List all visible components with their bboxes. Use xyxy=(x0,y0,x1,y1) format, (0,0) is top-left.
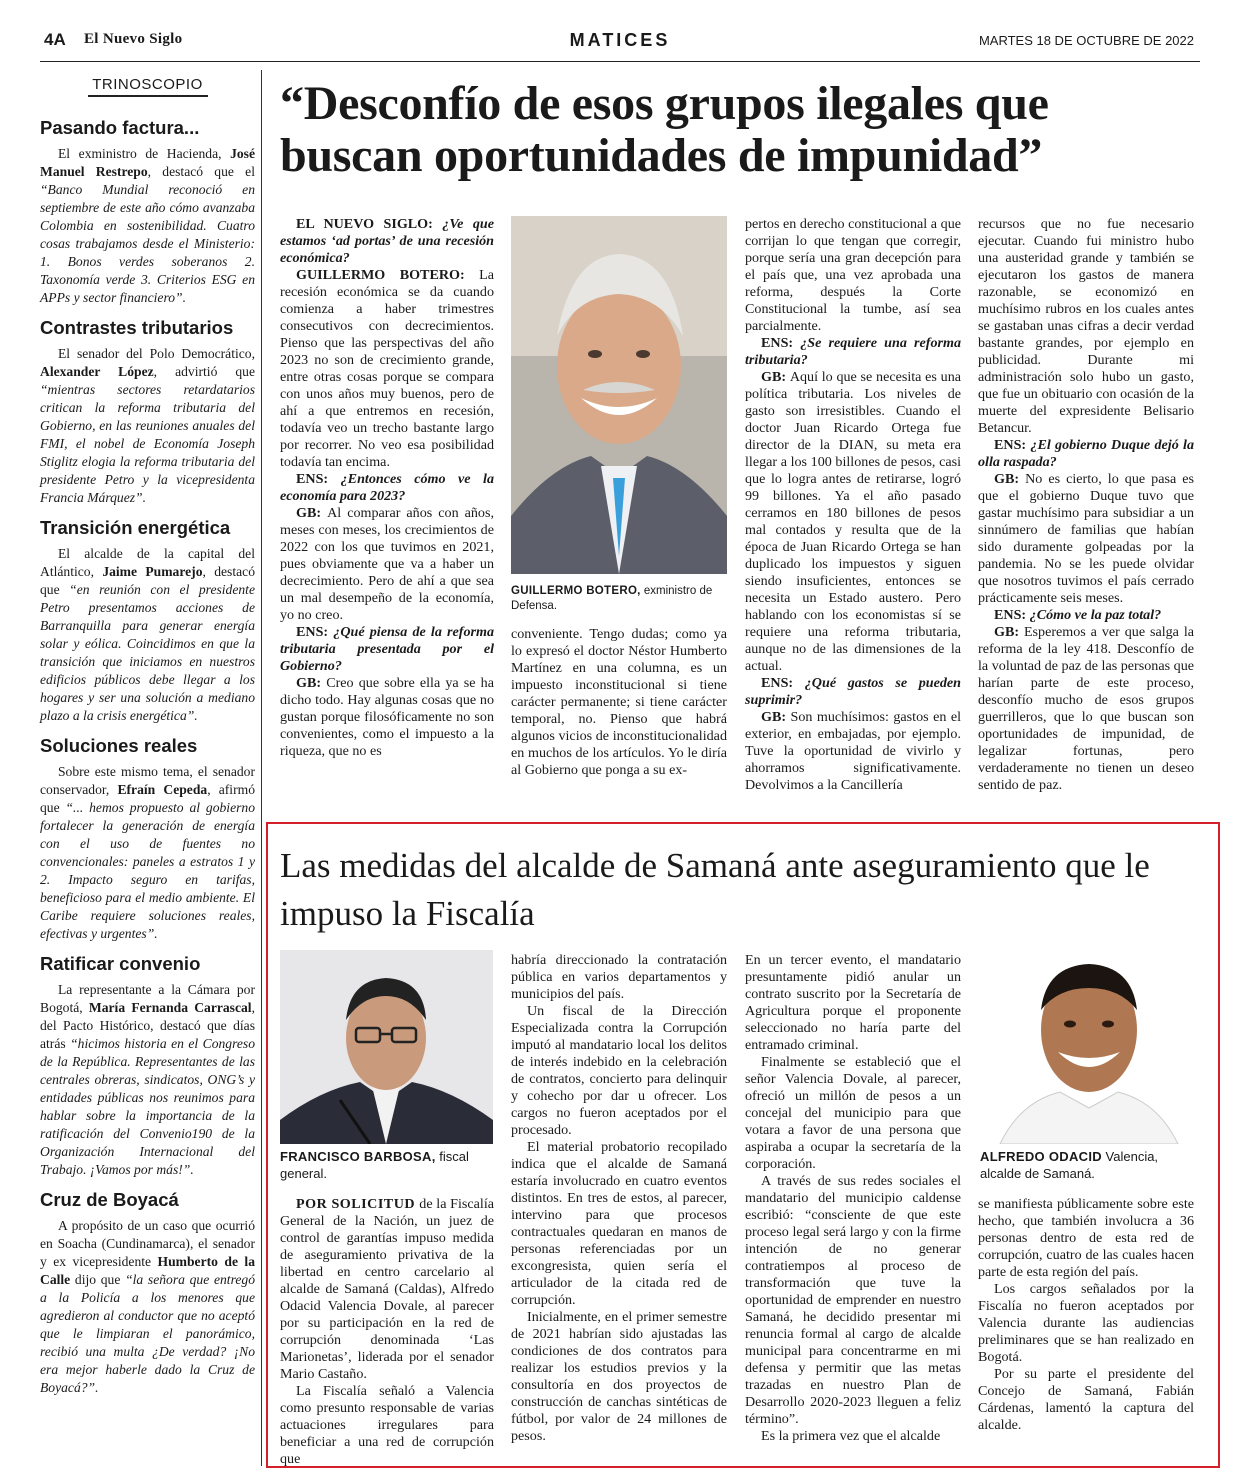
sidebar-quote: “hicimos historia en el Congreso de la República. Representantes de las centrales obreras, sindicatos, ONG’s y entidades públicas nos reunimos para hablar sobre la importancia de la ratificación del Convenio190 de la Organización Internacional del Trabajo. ¡Vamos por más!”. xyxy=(40,1036,256,1177)
speaker-label: ENS: xyxy=(296,471,341,487)
speaker-label: GB: xyxy=(296,675,327,691)
question-text: ¿Cómo ve la paz total? xyxy=(1029,607,1162,623)
sidebar-mid: , advirtió que xyxy=(153,364,255,379)
article-paragraph xyxy=(511,626,727,779)
article-paragraph xyxy=(978,624,1194,794)
sidebar-quote: “en reunión con el presidente Petro presentamos acciones de Barranquilla para generar energía solar y eólica. Coincidimos en que la transición que iniciamos en nuestros edificios públicos debe llegar a los hogares y ser una solución a mediano plazo a la crisis energética”. xyxy=(40,582,255,723)
sidebar-paragraph xyxy=(40,545,255,725)
sidebar-lead: La representante a la Cámara por Bogotá, xyxy=(40,982,255,1015)
speaker-label: GB: xyxy=(994,624,1024,640)
caption-name: GUILLERMO BOTERO, xyxy=(511,585,641,597)
caption-role: fiscal general. xyxy=(280,1149,469,1181)
speaker-label: GB: xyxy=(761,369,790,385)
issue-date: MARTES 18 DE OCTUBRE DE 2022 xyxy=(978,33,1194,48)
sidebar-title: TRINOSCOPIO xyxy=(88,70,208,97)
question-text: ¿Qué piensa de la reforma tributaria presentada por el Gobierno? xyxy=(280,624,494,674)
article-paragraph xyxy=(978,1196,1194,1281)
question-text: ¿Se requiere una reforma tributaria? xyxy=(745,335,962,368)
sidebar-paragraph xyxy=(40,1217,255,1397)
paragraph-text: habría direccionado la contratación pública en varios departamentos y municipios del país. xyxy=(511,952,727,1002)
article-paragraph xyxy=(511,952,727,1003)
speaker-label: GB: xyxy=(761,709,791,725)
sidebar-quote: “la señora que entregó a la Policía a los menores que agredieron al conductor que no aceptó que le limpiaran el panorámico, recibió una multa ¿De verdad? ¡No era mejor haberle dado la Cruz de Boyacá?”. xyxy=(40,1272,255,1395)
article-paragraph xyxy=(280,675,494,760)
article-paragraph xyxy=(511,1309,727,1445)
interview-question xyxy=(280,624,494,675)
article-paragraph xyxy=(511,1003,727,1139)
botero-photo xyxy=(511,216,727,574)
question-text: ¿El gobierno Duque dejó la olla raspada? xyxy=(978,437,1194,470)
article-paragraph xyxy=(978,1281,1194,1366)
paragraph-text: Un fiscal de la Dirección Especializada contra la Corrupción imputó al mandatario local los delitos de interés indebido en la celebración de contratos, concierto para delinquir y cohecho por dar u ofrecer. Los cargos no fueron aceptados por el procesado. xyxy=(511,1003,727,1138)
article-paragraph xyxy=(280,1383,494,1468)
paragraph-text: La Fiscalía señaló a Valencia como presunto responsable de varias actuaciones irregulares para beneficiar a una red de corrupción que xyxy=(280,1383,494,1467)
article2-column-2 xyxy=(511,952,727,1445)
trinoscopio-sidebar xyxy=(40,70,262,1466)
speaker-label: ENS: xyxy=(994,607,1030,623)
masthead xyxy=(40,28,1200,62)
interview-question xyxy=(745,675,961,709)
sidebar-lead: El alcalde de la capital del Atlántico, xyxy=(40,546,255,579)
sidebar-person-name: Efraín Cepeda xyxy=(117,782,208,797)
speaker-label: POR SOLICITUD xyxy=(296,1196,420,1212)
article-paragraph xyxy=(745,1173,961,1428)
interview-question xyxy=(978,607,1194,624)
article1-column-3 xyxy=(745,216,961,794)
speaker-label: ENS: xyxy=(296,624,334,640)
paragraph-text: A través de sus redes sociales el mandatario del municipio caldense escribió: “consciente de que este proceso legal será largo y con la firme intención de no generar contratiempos al proceso de transformación que tuve la oportunidad de emprender en nuestro Samaná, he decidido presentar mi renuncia formal al cargo de alcalde municipal para concentrarme en mi defensa y permitir que las metas trazadas en nuestro Plan de Desarrollo 2020-2023 lleguen a feliz término”. xyxy=(745,1173,961,1427)
paragraph-text: conveniente. Tengo dudas; como ya lo expresó el doctor Néstor Humberto Martínez en una columna, es un impuesto inconstitucional si tiene carácter permanente; si tiene carácter temporal, no. Pienso que habrá algunos vicios de inconstitucionalidad en muchos de los artículos. Yo le diría al Gobierno que ponga a su ex- xyxy=(511,626,727,778)
speaker-label: ENS: xyxy=(761,675,805,691)
article-paragraph xyxy=(978,471,1194,607)
paragraph-text: se manifiesta públicamente sobre este hecho, que también involucra a 36 personas dentro de esta red de corrupción, cuatro de las cuales hacen parte de esta región del país. xyxy=(978,1196,1194,1280)
sidebar-person-name: Jaime Pumarejo xyxy=(102,564,203,579)
paragraph-text: recursos que no fue necesario ejecutar. Cuando fui ministro hubo una austeridad grande y también se ejecutaron los gastos de manera razonable, se economizó en muchísimo rubros en los cuales antes se gastaban unas cifras a decir verdad bastante grandes, por ejemplo en publicidad. Durante mi administración solo hubo un gasto, que fue un obituario con ocasión de la muerte del expresidente Belisario Betancur. xyxy=(978,216,1194,436)
paragraph-text: La recesión económica se da cuando comienza a haber trimestres consecutivos con decrecimientos. Pienso que las perspectivas del año 2023 no son de crecimiento grande, entre otras cosas porque se compara con unos años muy buenos, pero de ahí a que entremos en recesión, todavía veo un trecho bastante largo por recorrer. No veo esa posibilidad todavía tan encima. xyxy=(280,267,494,470)
speaker-label: GUILLERMO BOTERO: xyxy=(296,267,480,283)
paragraph-text: Es la primera vez que el alcalde xyxy=(761,1428,941,1444)
barbosa-caption xyxy=(280,1148,495,1182)
page-number: 4A xyxy=(44,30,66,49)
sidebar-mid: dijo que xyxy=(70,1272,126,1287)
sidebar-lead: Sobre este mismo tema, el senador conservador, xyxy=(40,764,255,797)
sidebar-paragraph xyxy=(40,981,255,1179)
paragraph-text: Los cargos señalados por la Fiscalía no fueron aceptados por Valencia durante las audiencias preliminares que se han realizado en Bogotá. xyxy=(978,1281,1194,1365)
paragraph-text: Por su parte el presidente del Concejo de Samaná, Fabián Cárdenas, lamentó la captura del alcalde. xyxy=(978,1366,1194,1433)
article1-headline: “Desconfío de esos grupos ilegales que buscan oportunidades de impunidad” xyxy=(280,77,1049,182)
caption-role: Valencia, alcalde de Samaná. xyxy=(980,1149,1159,1181)
paragraph-text: Al comparar años con años, meses con meses, los crecimientos de 2022 con los que tuvimos en 2021, pues obviamente que va a haber un decrecimiento. Pero de ahí a que sea un mal desempeño de la economía, yo no creo. xyxy=(280,505,494,623)
sidebar-mid: , destacó que xyxy=(40,564,255,597)
speaker-label: ENS: xyxy=(761,335,801,351)
article-paragraph xyxy=(978,1366,1194,1434)
article2-headline: Las medidas del alcalde de Samaná ante aseguramiento que le impuso la Fiscalía xyxy=(280,846,1150,933)
article2-column-1 xyxy=(280,1196,494,1468)
sidebar-mid: , del Pacto Histórico, destacó que días atrás xyxy=(40,1000,255,1051)
paragraph-text: Esperemos a ver que salga la reforma de la ley 418. Desconfío de la voluntad de paz de las personas que harían parte de este proceso, desconfío mucho de esos grupos guerrilleros, que lo que buscan son oportunidades de impunidad, de legalizar fortunas, pero verdaderamente no tienen un deseo sentido de paz. xyxy=(978,624,1194,793)
sidebar-items xyxy=(40,117,255,1397)
article1-column-2 xyxy=(511,626,727,779)
article-paragraph xyxy=(511,1139,727,1309)
interview-question xyxy=(978,437,1194,471)
paragraph-text: Inicialmente, en el primer semestre de 2021 habrían sido ajustadas las condiciones de dos contratos para realizar los estudios previos y la consultoría en dos proyectos de construcción de canchas sintéticas de fútbol, por valor de 24 millones de pesos. xyxy=(511,1309,727,1444)
caption-role: exministro de Defensa. xyxy=(511,585,713,612)
botero-portrait-image xyxy=(511,216,727,574)
article-paragraph xyxy=(280,267,494,471)
sidebar-quote: “... hemos propuesto al gobierno fortalecer la generación de energía con el uso de fuentes no convencionales: paneles a estratos 1 y 2. Impacto seguro en tarifas, beneficioso para el medio ambiente. El Caribe requiere soluciones reales, efectivas y urgentes”. xyxy=(40,800,255,941)
paragraph-text: No es cierto, lo que pasa es que el gobierno Duque tuvo que gastar muchísimo para subsidiar a un sinnúmero de familias que habían sido duramente golpeadas por la pandemia. No se les puede olvidar que nosotros tuvimos el país cerrado prácticamente seis meses. xyxy=(978,471,1194,606)
article-paragraph xyxy=(745,709,961,794)
article-paragraph xyxy=(745,1428,961,1445)
article-paragraph xyxy=(745,952,961,1054)
interview-question xyxy=(280,216,494,267)
paragraph-text: Creo que sobre ella ya se ha dicho todo. Hay algunas cosas que no gustan porque filosóficamente no son convenientes, como el impuesto a la riqueza, que no es xyxy=(280,675,494,759)
article-paragraph xyxy=(745,1054,961,1173)
article-paragraph xyxy=(280,505,494,624)
speaker-label: EL NUEVO SIGLO: xyxy=(296,216,443,232)
question-text: ¿Entonces cómo ve la economía para 2023? xyxy=(280,471,494,504)
sidebar-heading: Ratificar convenio xyxy=(40,953,201,974)
sidebar-person-name: Alexander López xyxy=(40,364,154,379)
sidebar-quote: “Banco Mundial reconoció en septiembre de este año cómo avanzaba Colombia en sostenibilidad. Cuatro cosas trabajamos desde el Ministerio: 1. Bonos verdes soberanos 2. Taxonomía verde 3. Criterios ESG en APPs y sector financiero”. xyxy=(40,182,255,305)
article-paragraph xyxy=(978,216,1194,437)
interview-question xyxy=(745,335,961,369)
sidebar-lead: El senador del Polo Democrático, xyxy=(58,346,255,361)
speaker-label: GB: xyxy=(994,471,1026,487)
sidebar-paragraph xyxy=(40,345,255,507)
article1-column-1 xyxy=(280,216,494,760)
sidebar-lead: El exministro de Hacienda, xyxy=(58,146,231,161)
article2-column-4 xyxy=(978,1196,1194,1434)
paragraph-text: pertos en derecho constitucional a que corrijan lo que tengan que corregir, porque sería una gran decepción para el país que, una vez aprobada una reforma, después la Corte Constitucional la tumbe, así sea parcialmente. xyxy=(745,216,961,334)
paragraph-text: Aquí lo que se necesita es una política tributaria. Los niveles de gasto son irresistibles. Cuando el doctor Juan Ricardo Ortega fue director de la DIAN, su meta era llegar a los 100 billones de pesos, casi que lo logra antes de retirarse, logró 99 billones. Ya el año pasado cerramos en 180 billones de pesos mal contados y resulta que de la época de Juan Ricardo Ortega se han duplicado los impuestos y siguen siendo insuficientes, entonces se necesita un Estado austero. Pero hablando con los economistas sí se requiere una reforma tributaria, aunque no de las dimensiones de la actual. xyxy=(745,369,961,674)
sidebar-heading: Cruz de Boyacá xyxy=(40,1189,179,1210)
barbosa-photo xyxy=(280,950,493,1144)
sidebar-heading: Transición energética xyxy=(40,517,231,538)
article1-column-4 xyxy=(978,216,1194,794)
question-text: ¿Qué gastos se pueden suprimir? xyxy=(745,675,962,708)
sidebar-person-name: Humberto de la Calle xyxy=(40,1254,256,1287)
article-paragraph xyxy=(745,216,961,335)
sidebar-heading: Soluciones reales xyxy=(40,735,198,756)
valencia-caption xyxy=(980,1148,1195,1182)
sidebar-lead: A propósito de un caso que ocurrió en Soacha (Cundinamarca), el senador y ex vicepresidente xyxy=(40,1218,255,1269)
sidebar-heading: Pasando factura... xyxy=(40,117,200,138)
sidebar-heading: Contrastes tributarios xyxy=(40,317,234,338)
article-paragraph xyxy=(280,1196,494,1383)
speaker-label: ENS: xyxy=(994,437,1031,453)
valencia-portrait-image xyxy=(980,932,1198,1144)
paragraph-text: Son muchísimos: gastos en el exterior, en embajadas, por ejemplo. Tuve la oportunidad de vivirlo y ahorramos significativamente. Devolvimos a la Cancillería xyxy=(745,709,961,793)
sidebar-paragraph xyxy=(40,145,255,307)
section-name: MATICES xyxy=(569,30,671,50)
barbosa-portrait-image xyxy=(280,950,493,1144)
valencia-photo xyxy=(980,932,1198,1144)
botero-caption xyxy=(511,584,729,614)
speaker-label: GB: xyxy=(296,505,328,521)
newspaper-name: El Nuevo Siglo xyxy=(84,31,183,47)
caption-name: FRANCISCO BARBOSA, xyxy=(280,1149,436,1164)
sidebar-quote: “mientras sectores retardatarios critican la reforma tributaria del Gobierno, en las reuniones anuales del FMI, el nobel de Economía Joseph Stiglitz elogia la reforma tributaria del presidente Petro y la vicepresidenta Francia Márquez”. xyxy=(40,382,255,505)
caption-name: ALFREDO ODACID xyxy=(980,1149,1102,1164)
paragraph-text: En un tercer evento, el mandatario presuntamente pidió anular un contrato suscrito por la Secretaría de Agricultura porque el proponente seleccionado no haría parte del entramado criminal. xyxy=(745,952,961,1053)
paragraph-text: de la Fiscalía General de la Nación, un juez de control de garantías impuso medida de aseguramiento privativa de la libertad en centro carcelario al alcalde de Samaná (Caldas), Alfredo Odacid Valencia Dovale, al parecer por su participación en la red de corrupción denominada ‘Las Marionetas’, liderada por el senador Mario Castaño. xyxy=(280,1196,495,1382)
article2-column-3 xyxy=(745,952,961,1445)
article-paragraph xyxy=(745,369,961,675)
sidebar-paragraph xyxy=(40,763,255,943)
sidebar-mid: , afirmó que xyxy=(40,782,255,815)
sidebar-mid: , destacó que el xyxy=(147,164,255,179)
sidebar-person-name: José Manuel Restrepo xyxy=(40,146,255,179)
question-text: ¿Ve que estamos ‘ad portas’ de una recesión económica? xyxy=(280,216,494,266)
interview-question xyxy=(280,471,494,505)
sidebar-person-name: María Fernanda Carrascal xyxy=(88,1000,252,1015)
paragraph-text: El material probatorio recopilado indica que el alcalde de Samaná estaría involucrado en cuatro eventos distintos. En tres de estos, al parecer, intervino para que procesos contractuales quedaran en manos de personas referenciadas por un excongresista, quien sería el articulador de la citada red de corrupción. xyxy=(511,1139,727,1308)
paragraph-text: Finalmente se estableció que el señor Valencia Dovale, al parecer, ofreció un millón de pesos a un concejal del municipio para que votara a favor de una persona que aspiraba a ocupar la secretaría de la corporación. xyxy=(745,1054,961,1172)
